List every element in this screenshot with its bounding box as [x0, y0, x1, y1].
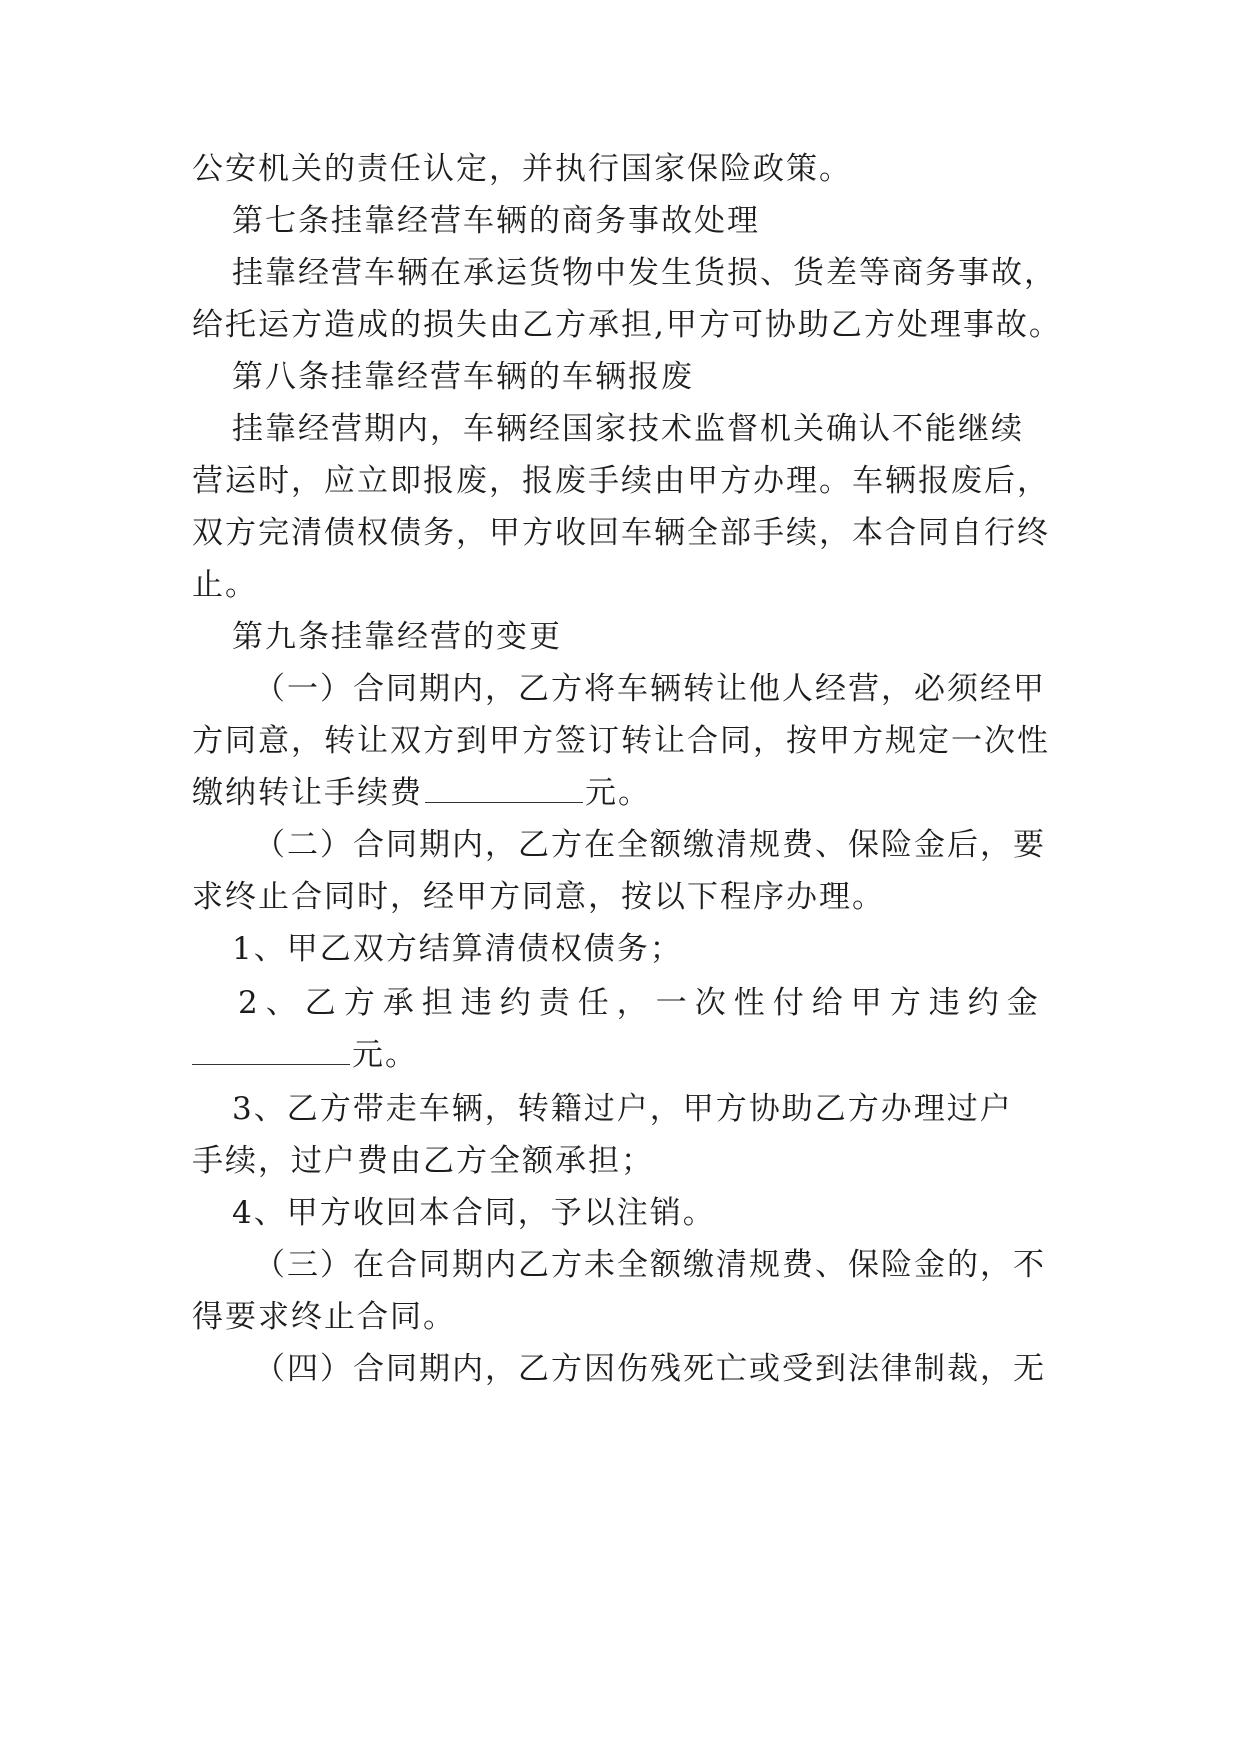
text-fragment: 元。 [585, 775, 651, 811]
text-line: 给托运方造成的损失由乙方承担,甲方可协助乙方处理事故。 [192, 307, 1062, 343]
list-item: 2、乙方承担违约责任，一次性付给甲方违约金 [238, 985, 1046, 1021]
list-item: 1、甲乙双方结算清债权债务； [232, 931, 683, 967]
fill-in-blank [425, 772, 583, 803]
text-line: （二）合同期内，乙方在全额缴清规费、保险金后，要 [254, 827, 1046, 863]
text-fragment: 缴纳转让手续费 [192, 775, 423, 811]
text-line: （四）合同期内，乙方因伤残死亡或受到法律制裁，无 [254, 1351, 1046, 1387]
text-line: 求终止合同时，经甲方同意，按以下程序办理。 [192, 879, 885, 915]
text-line: 得要求终止合同。 [192, 1299, 456, 1335]
text-line: 止。 [192, 567, 258, 603]
text-line: 挂靠经营期内，车辆经国家技术监督机关确认不能继续 [232, 411, 1024, 447]
text-line: 方同意，转让双方到甲方签订转让合同，按甲方规定一次性 [192, 723, 1050, 759]
text-line: （一）合同期内，乙方将车辆转让他人经营，必须经甲 [254, 671, 1046, 707]
text-line: 挂靠经营车辆在承运货物中发生货损、货差等商务事故， [232, 255, 1057, 291]
list-item: 3、乙方带走车辆，转籍过户，甲方协助乙方办理过户 [232, 1091, 1013, 1127]
text-line-with-blank [192, 771, 651, 815]
section-heading-7: 第七条挂靠经营车辆的商务事故处理 [232, 203, 760, 239]
text-line: （三）在合同期内乙方未全额缴清规费、保险金的，不 [254, 1247, 1046, 1283]
list-item: 4、甲方收回本合同，予以注销。 [232, 1195, 716, 1231]
section-heading-9: 第九条挂靠经营的变更 [232, 619, 562, 655]
text-line: 双方完清债权债务，甲方收回车辆全部手续，本合同自行终 [192, 515, 1050, 551]
text-line: 手续，过户费由乙方全额承担； [192, 1143, 654, 1179]
fill-in-blank [192, 1034, 350, 1065]
text-fragment: 元。 [352, 1037, 418, 1073]
text-line: 营运时，应立即报废，报废手续由甲方办理。车辆报废后， [192, 463, 1050, 499]
text-line: 公安机关的责任认定，并执行国家保险政策。 [192, 151, 852, 187]
section-heading-8: 第八条挂靠经营车辆的车辆报废 [232, 359, 694, 395]
text-line-with-blank [192, 1033, 418, 1077]
